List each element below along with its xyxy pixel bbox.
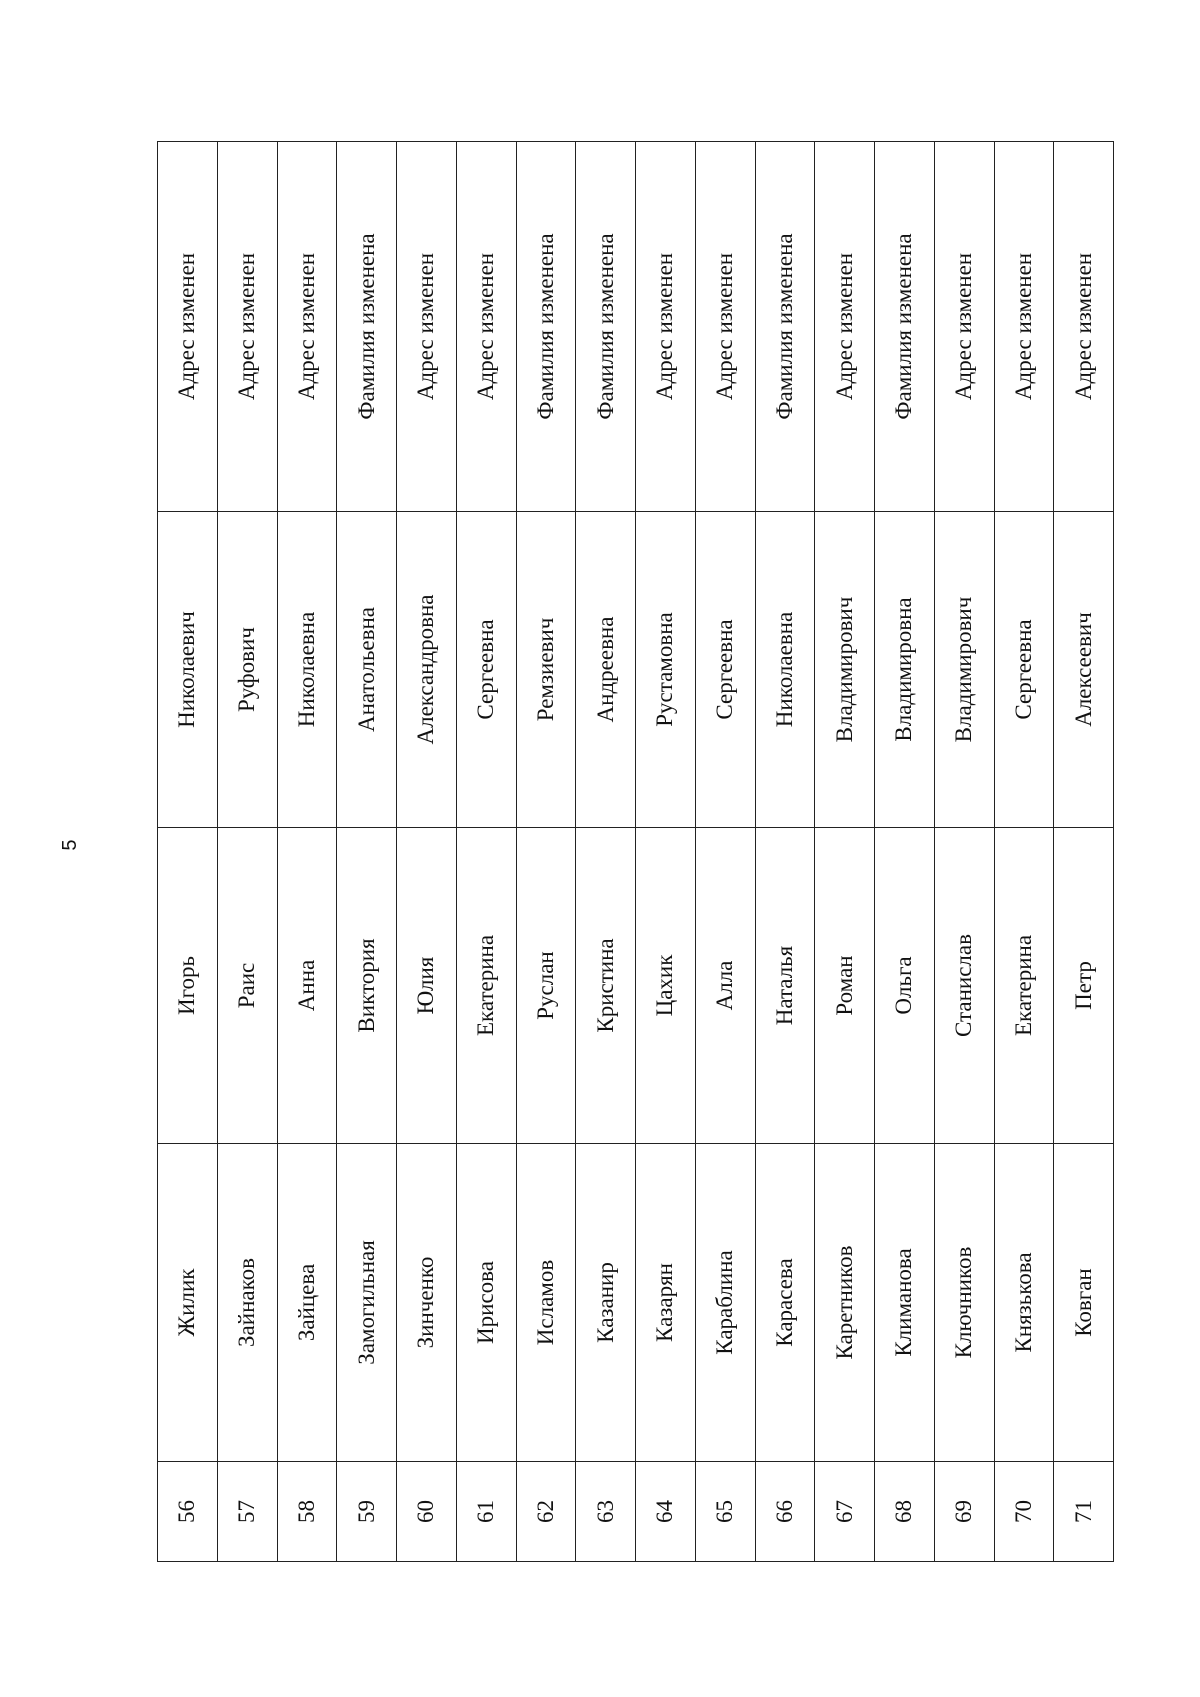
change-note-cell: Фамилия изменена (516, 142, 576, 512)
table-row (636, 142, 696, 1562)
first-name-cell: Руслан (516, 828, 576, 1144)
first-name-cell: Раис (217, 828, 277, 1144)
last-name-cell: Казарян (636, 1144, 696, 1462)
first-name-cell: Виктория (337, 828, 397, 1144)
table-row (875, 142, 935, 1562)
last-name-cell: Казанир (576, 1144, 636, 1462)
row-number-cell: 65 (695, 1462, 755, 1562)
row-number-cell: 57 (217, 1462, 277, 1562)
row-number-cell: 58 (277, 1462, 337, 1562)
row-number-cell: 66 (755, 1462, 815, 1562)
patronymic-cell: Владимирович (934, 512, 994, 828)
change-note-cell: Адрес изменен (456, 142, 516, 512)
table-row (337, 142, 397, 1562)
patronymic-cell: Алексеевич (1054, 512, 1114, 828)
last-name-cell: Каретников (815, 1144, 875, 1462)
patronymic-cell: Николаевич (158, 512, 218, 828)
table-container (157, 142, 1097, 1562)
patronymic-cell: Владимирович (815, 512, 875, 828)
row-number-cell: 60 (397, 1462, 457, 1562)
first-name-cell: Екатерина (994, 828, 1054, 1144)
table-row (815, 142, 875, 1562)
patronymic-cell: Руфович (217, 512, 277, 828)
change-note-cell: Адрес изменен (1054, 142, 1114, 512)
first-name-cell: Цахик (636, 828, 696, 1144)
row-number-cell: 63 (576, 1462, 636, 1562)
change-note-cell: Адрес изменен (636, 142, 696, 512)
table-row (158, 142, 218, 1562)
last-name-cell: Климанова (875, 1144, 935, 1462)
table-row (516, 142, 576, 1562)
table-row (994, 142, 1054, 1562)
page-number: 5 (58, 839, 81, 851)
table-row (277, 142, 337, 1562)
last-name-cell: Князькова (994, 1144, 1054, 1462)
table-row (397, 142, 457, 1562)
last-name-cell: Ковган (1054, 1144, 1114, 1462)
change-note-cell: Адрес изменен (815, 142, 875, 512)
row-number-cell: 64 (636, 1462, 696, 1562)
first-name-cell: Наталья (755, 828, 815, 1144)
change-note-cell: Адрес изменен (695, 142, 755, 512)
first-name-cell: Станислав (934, 828, 994, 1144)
change-note-cell: Адрес изменен (158, 142, 218, 512)
row-number-cell: 56 (158, 1462, 218, 1562)
table-row (1054, 142, 1114, 1562)
first-name-cell: Ольга (875, 828, 935, 1144)
patronymic-cell: Александровна (397, 512, 457, 828)
last-name-cell: Карасева (755, 1144, 815, 1462)
patronymic-cell: Сергеевна (994, 512, 1054, 828)
row-number-cell: 69 (934, 1462, 994, 1562)
row-number-cell: 68 (875, 1462, 935, 1562)
row-number-cell: 62 (516, 1462, 576, 1562)
table-row (576, 142, 636, 1562)
patronymic-cell: Рустамовна (636, 512, 696, 828)
last-name-cell: Ирисова (456, 1144, 516, 1462)
patronymic-cell: Николаевна (277, 512, 337, 828)
row-number-cell: 71 (1054, 1462, 1114, 1562)
change-note-cell: Фамилия изменена (875, 142, 935, 512)
change-note-cell: Фамилия изменена (576, 142, 636, 512)
table-row (934, 142, 994, 1562)
first-name-cell: Игорь (158, 828, 218, 1144)
patronymic-cell: Сергеевна (695, 512, 755, 828)
roster-table-body (158, 142, 1114, 1562)
last-name-cell: Зайнаков (217, 1144, 277, 1462)
patronymic-cell: Ремзиевич (516, 512, 576, 828)
change-note-cell: Адрес изменен (934, 142, 994, 512)
last-name-cell: Зайцева (277, 1144, 337, 1462)
table-row (755, 142, 815, 1562)
last-name-cell: Исламов (516, 1144, 576, 1462)
first-name-cell: Роман (815, 828, 875, 1144)
first-name-cell: Алла (695, 828, 755, 1144)
last-name-cell: Караблина (695, 1144, 755, 1462)
patronymic-cell: Андреевна (576, 512, 636, 828)
patronymic-cell: Анатольевна (337, 512, 397, 828)
last-name-cell: Зинченко (397, 1144, 457, 1462)
change-note-cell: Фамилия изменена (337, 142, 397, 512)
change-note-cell: Адрес изменен (217, 142, 277, 512)
row-number-cell: 67 (815, 1462, 875, 1562)
change-note-cell: Адрес изменен (277, 142, 337, 512)
first-name-cell: Анна (277, 828, 337, 1144)
first-name-cell: Петр (1054, 828, 1114, 1144)
last-name-cell: Замогильная (337, 1144, 397, 1462)
last-name-cell: Ключников (934, 1144, 994, 1462)
row-number-cell: 61 (456, 1462, 516, 1562)
last-name-cell: Жилик (158, 1144, 218, 1462)
table-row (456, 142, 516, 1562)
first-name-cell: Юлия (397, 828, 457, 1144)
table-row (695, 142, 755, 1562)
row-number-cell: 70 (994, 1462, 1054, 1562)
patronymic-cell: Владимировна (875, 512, 935, 828)
first-name-cell: Кристина (576, 828, 636, 1144)
row-number-cell: 59 (337, 1462, 397, 1562)
change-note-cell: Адрес изменен (994, 142, 1054, 512)
table-row (217, 142, 277, 1562)
change-note-cell: Адрес изменен (397, 142, 457, 512)
first-name-cell: Екатерина (456, 828, 516, 1144)
change-note-cell: Фамилия изменена (755, 142, 815, 512)
patronymic-cell: Сергеевна (456, 512, 516, 828)
patronymic-cell: Николаевна (755, 512, 815, 828)
roster-table (157, 141, 1114, 1562)
